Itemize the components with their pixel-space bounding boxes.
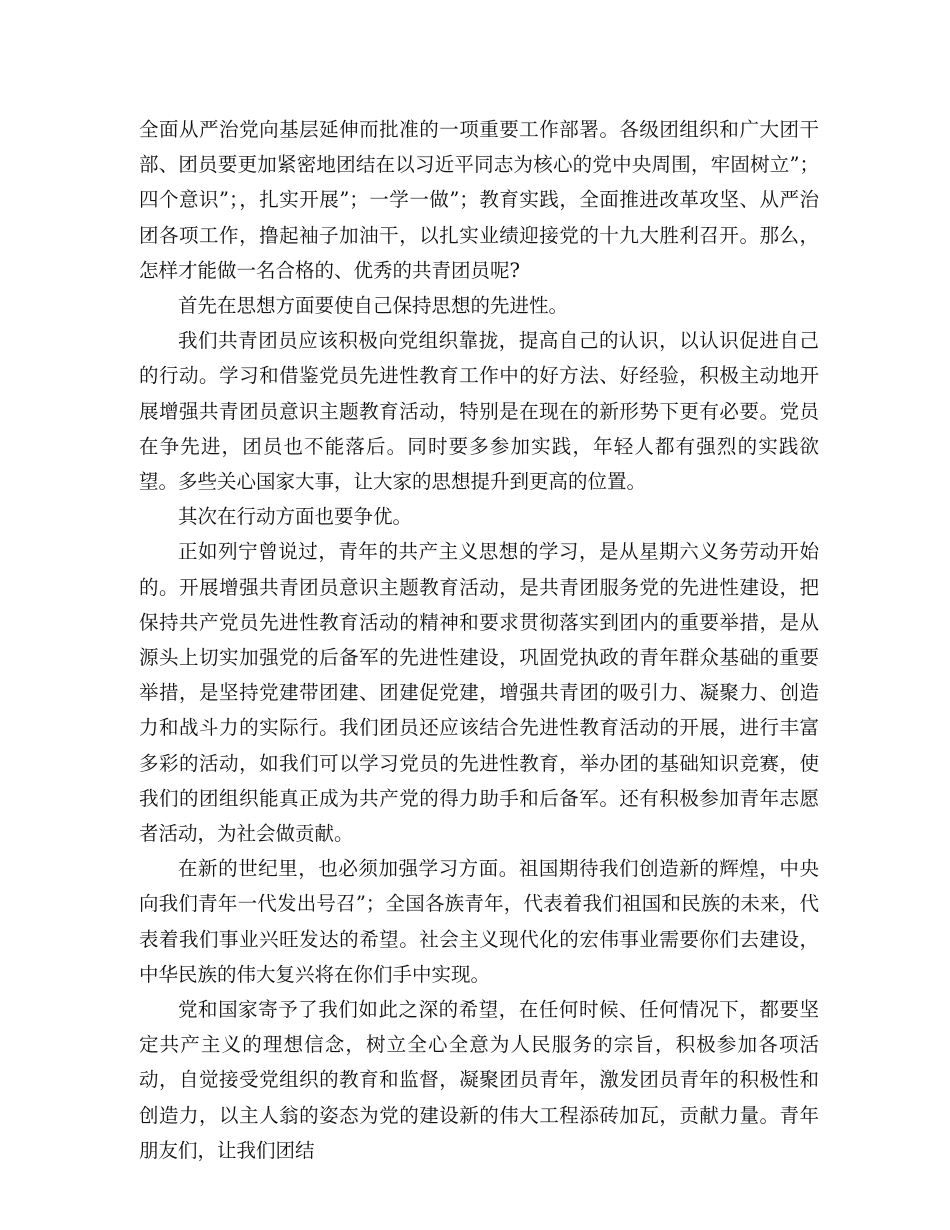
paragraph-6: 在新的世纪里，也必须加强学习方面。祖国期待我们创造新的辉煌，中央向我们青年一代发出号召”；全国各族青年，代表着我们祖国和民族的未来，代表着我们事业兴旺发达的希望。社会主义现代化的宏伟事业需要你们去建设，中华民族的伟大复兴将在你们手中实现。 — [139, 857, 819, 986]
paragraph-3: 我们共青团员应该积极向党组织靠拢，提高自己的认识，以认识促进自己的行动。学习和借鉴党员先进性教育工作中的好方法、好经验，积极主动地开展增强共青团员意识主题教育活动，特别是在现在的新形势下更有必要。党员在争先进，团员也不能落后。同时要多参加实践，年轻人都有强烈的实践欲望。多些关心国家大事，让大家的思想提升到更高的位置。 — [139, 329, 819, 494]
paragraph-7: 党和国家寄予了我们如此之深的希望，在任何时候、任何情况下，都要坚定共产主义的理想信念，树立全心全意为人民服务的宗旨，积极参加各项活动，自觉接受党组织的教育和监督，凝聚团员青年，激发团员青年的积极性和创造力，以主人翁的姿态为党的建设新的伟大工程添砖加瓦，贡献力量。青年朋友们，让我们团结 — [139, 998, 819, 1162]
paragraph-2: 首先在思想方面要使自己保持思想的先进性。 — [178, 294, 569, 318]
paragraph-4: 其次在行动方面也要争优。 — [178, 505, 413, 529]
paragraph-1: 全面从严治党向基层延伸而批准的一项重要工作部署。各级团组织和广大团干部、团员要更加紧密地团结在以习近平同志为核心的党中央周围，牢固树立”；四个意识”；，扎实开展”；一学一做”；教育实践，全面推进改革攻坚、从严治团各项工作，撸起袖子加油干，以扎实业绩迎接党的十九大胜利召开。那么，怎样才能做一名合格的、优秀的共青团员呢? — [139, 118, 819, 282]
paragraph-5: 正如列宁曾说过，青年的共产主义思想的学习，是从星期六义务劳动开始的。开展增强共青团员意识主题教育活动，是共青团服务党的先进性建设，把保持共产党员先进性教育活动的精神和要求贯彻落实到团内的重要举措，是从源头上切实加强党的后备军的先进性建设，巩固党执政的青年群众基础的重要举措，是坚持党建带团建、团建促党建，增强共青团的吸引力、凝聚力、创造力和战斗力的实际行。我们团员还应该结合先进性教育活动的开展，进行丰富多彩的活动，如我们可以学习党员的先进性教育，举办团的基础知识竞赛，使我们的团组织能真正成为共产党的得力助手和后备军。还有积极参加青年志愿者活动，为社会做贡献。 — [139, 540, 819, 846]
document-body — [139, 112, 819, 1168]
